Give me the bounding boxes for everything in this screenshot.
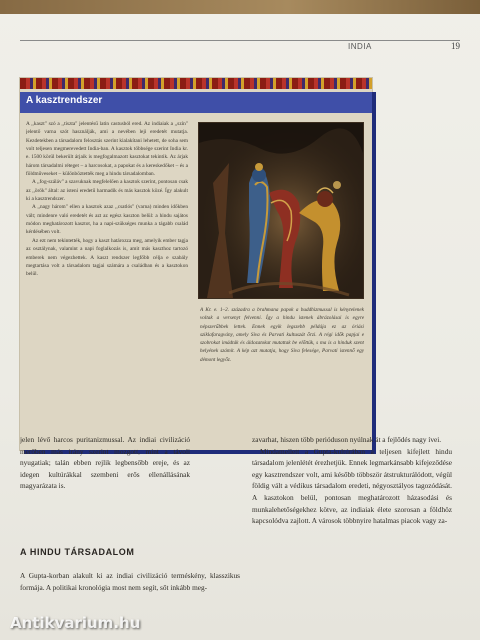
page-number: 19	[451, 41, 460, 51]
box-title: A kasztrendszer	[26, 95, 103, 106]
shiva-parvati-painting	[198, 122, 364, 299]
section-heading: A HINDU TÁRSADALOM	[20, 547, 135, 557]
box-shadow-right	[372, 92, 376, 450]
figure-caption: A Kr. e. 1–2. századra a brahmana papok a buddhizmussal is kénytelenek voltak a versenyt felvenni. Így a hindu istenek ábrázolásai is egyre népszerűbbek lettek. Ennek egyik legszebb példája ez az óriási sziklafaragvány, amely Siva és Parvati kultuszát őrzi. A régi idők papjai e szobrokat imádták és áldozatokat mutattak be előttük, s ma is a hinduk szent helyének számít. A kép azt mutatja, hogy Siva felesége, Parvati istennő egy démont legyőz.	[200, 307, 364, 363]
box-paragraph: A ,,nagy három" ellen a kasztok azaz ,,csatlós" (varna) minden időkben vált; mindenre való eredetét és azt az egész kaszton belül: a hindu sajátos módon meghatározott kasztot, ha a napi-szükséges munka a tágabb család kérdésében volt.	[26, 204, 188, 236]
box-title-bar	[20, 92, 372, 113]
right-paragraph: zavarhat, hiszen több perióduson nyúlnak át a fejlődés nagy ívei.	[252, 435, 442, 444]
watermark-logo: Antikvarium.hu	[10, 614, 141, 632]
header-rule	[20, 40, 460, 41]
desk-edge	[0, 0, 480, 14]
body-text-left-top: jelen lévő harcos puritanizmussal. Az indiai civilizáció merőben más irány szerint mozgott, mint a távoli nyugatiak; talán ebben rejlik legbensőbb ereje, és az idegen kultúrákkal szembeni erős ellenállásának magyarázata is.	[20, 435, 190, 491]
painting-illustration	[199, 123, 363, 298]
box-paragraph: A ,,kaszt" szó a ,,tiszta" jelentésű latin castusból ered. Az indiaiak a ,,szín" jelentő varna szót használják, ami a nevében leji eredetét mutatja. Kezdetekben a társadalom felosztás szerint kialakítani lehetett, de soha sem volt teljesen megmerevedett India-ban. A kasztok többsége szerint India kr. e. 1500 körül bekerült árjaik is megfogalmazott kasztokat tekintik. Az árjak három társadalmi réteget – a harcosokat, a papokat és a kereskedőket – és a földműveseket – különböztették meg a hindu társadalomban.	[26, 121, 188, 178]
running-header: INDIA	[348, 42, 372, 51]
box-paragraph: Az ezt nem tekintették, hogy a kaszt határozza meg, amelyik ember tagja az osztálynak, valamint a napi foglalkozás is, amit más kaszthoz tartozó emberek nem végezhettek. A kaszt rendszer legfőbb célja e szabály megtartása volt a társadalom tagjai számára a családban és a kasztokon belül.	[26, 237, 188, 278]
right-paragraph: Mindamellett a Gupta-kultúrában a teljesen kifejlett hindu társadalom jelenlétét érezhetjük. Ennek legmarkánsabb kifejeződése egy kasztrendszer volt, ami később többször átstrukturálódott, végül földig vált a védikus társadalom eredeti, négyosztályos tagozódását. A kasztokon belül, pontosan meghatározott házasodási és munkalehetőségekhez kötve, az indiaiak élete szorosan a földhöz kapcsolódva zajlott. A városok többnyire hatalmas piacok vagy za-	[252, 446, 452, 526]
body-text-right	[252, 434, 452, 634]
box-body-text	[26, 120, 188, 442]
decorative-border	[20, 78, 372, 89]
box-paragraph: A ,,fog-száláv" a szavuknak megfelelően a kasztok szerint, pontosan csak az ,,örök" által: az isteni eredetű harmadik és más kasztok közé. Így alakult ki a kasztrendszer.	[26, 179, 188, 203]
body-text-left-bottom: A Gupta-korban alakult ki az indiai civilizáció terméskény, klasszikus formája. A politikai kronológia most nem segít, sőt inkább meg-	[20, 571, 240, 592]
